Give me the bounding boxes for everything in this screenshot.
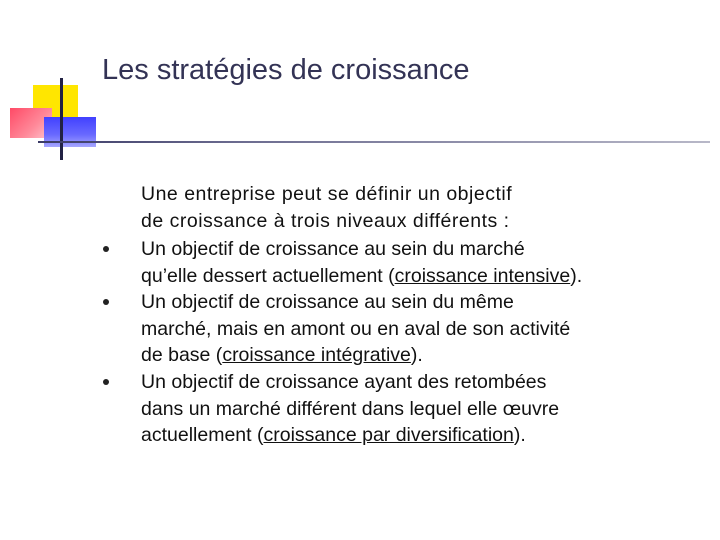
bullet-text-segment: de base (: [141, 344, 223, 367]
bullet-line: [141, 422, 681, 449]
bullet-line: dans un marché différent dans lequel elle œuvre: [141, 397, 560, 420]
bullet-line: Un objectif de croissance ayant des retombées: [141, 370, 547, 393]
link-croissance-diversification[interactable]: croissance par diversification: [263, 424, 514, 447]
bullet-item-intensive: [0, 236, 720, 289]
bullet-text-segment: qu’elle dessert actuellement (: [141, 264, 395, 287]
bullet-text-segment: ).: [570, 264, 583, 287]
bullet-dot: [103, 299, 109, 305]
link-croissance-intensive[interactable]: croissance intensive: [394, 264, 571, 287]
bullet-dot: [103, 246, 109, 252]
bullet-line: Un objectif de croissance au sein du marché: [141, 238, 525, 260]
bullet-line: Un objectif de croissance au sein du même: [141, 291, 514, 314]
bullet-line: marché, mais en amont ou en aval de son activité: [141, 317, 571, 340]
bullet-item-integrative: [0, 289, 720, 369]
bullet-line: [141, 342, 681, 369]
bullet-line: [141, 263, 681, 290]
bullet-text-segment: ).: [410, 344, 423, 367]
bullet-item-diversification: [0, 369, 720, 449]
bullet-text: [141, 289, 681, 369]
intro-line: Une entreprise peut se définir un objectif: [141, 183, 513, 205]
bullet-text: [141, 369, 681, 449]
bullet-text-segment: actuellement (: [141, 424, 264, 447]
logo-vertical-rule: [60, 78, 63, 160]
title-underline-rule: [38, 141, 710, 143]
bullet-list: [0, 236, 720, 449]
bullet-text: [141, 236, 681, 289]
link-croissance-integrative[interactable]: croissance intégrative: [222, 344, 411, 367]
slide-title: Les stratégies de croissance: [102, 54, 470, 86]
intro-paragraph: [141, 181, 661, 235]
bullet-dot: [103, 379, 109, 385]
bullet-text-segment: ).: [513, 424, 526, 447]
intro-line: de croissance à trois niveaux différents :: [141, 210, 510, 232]
